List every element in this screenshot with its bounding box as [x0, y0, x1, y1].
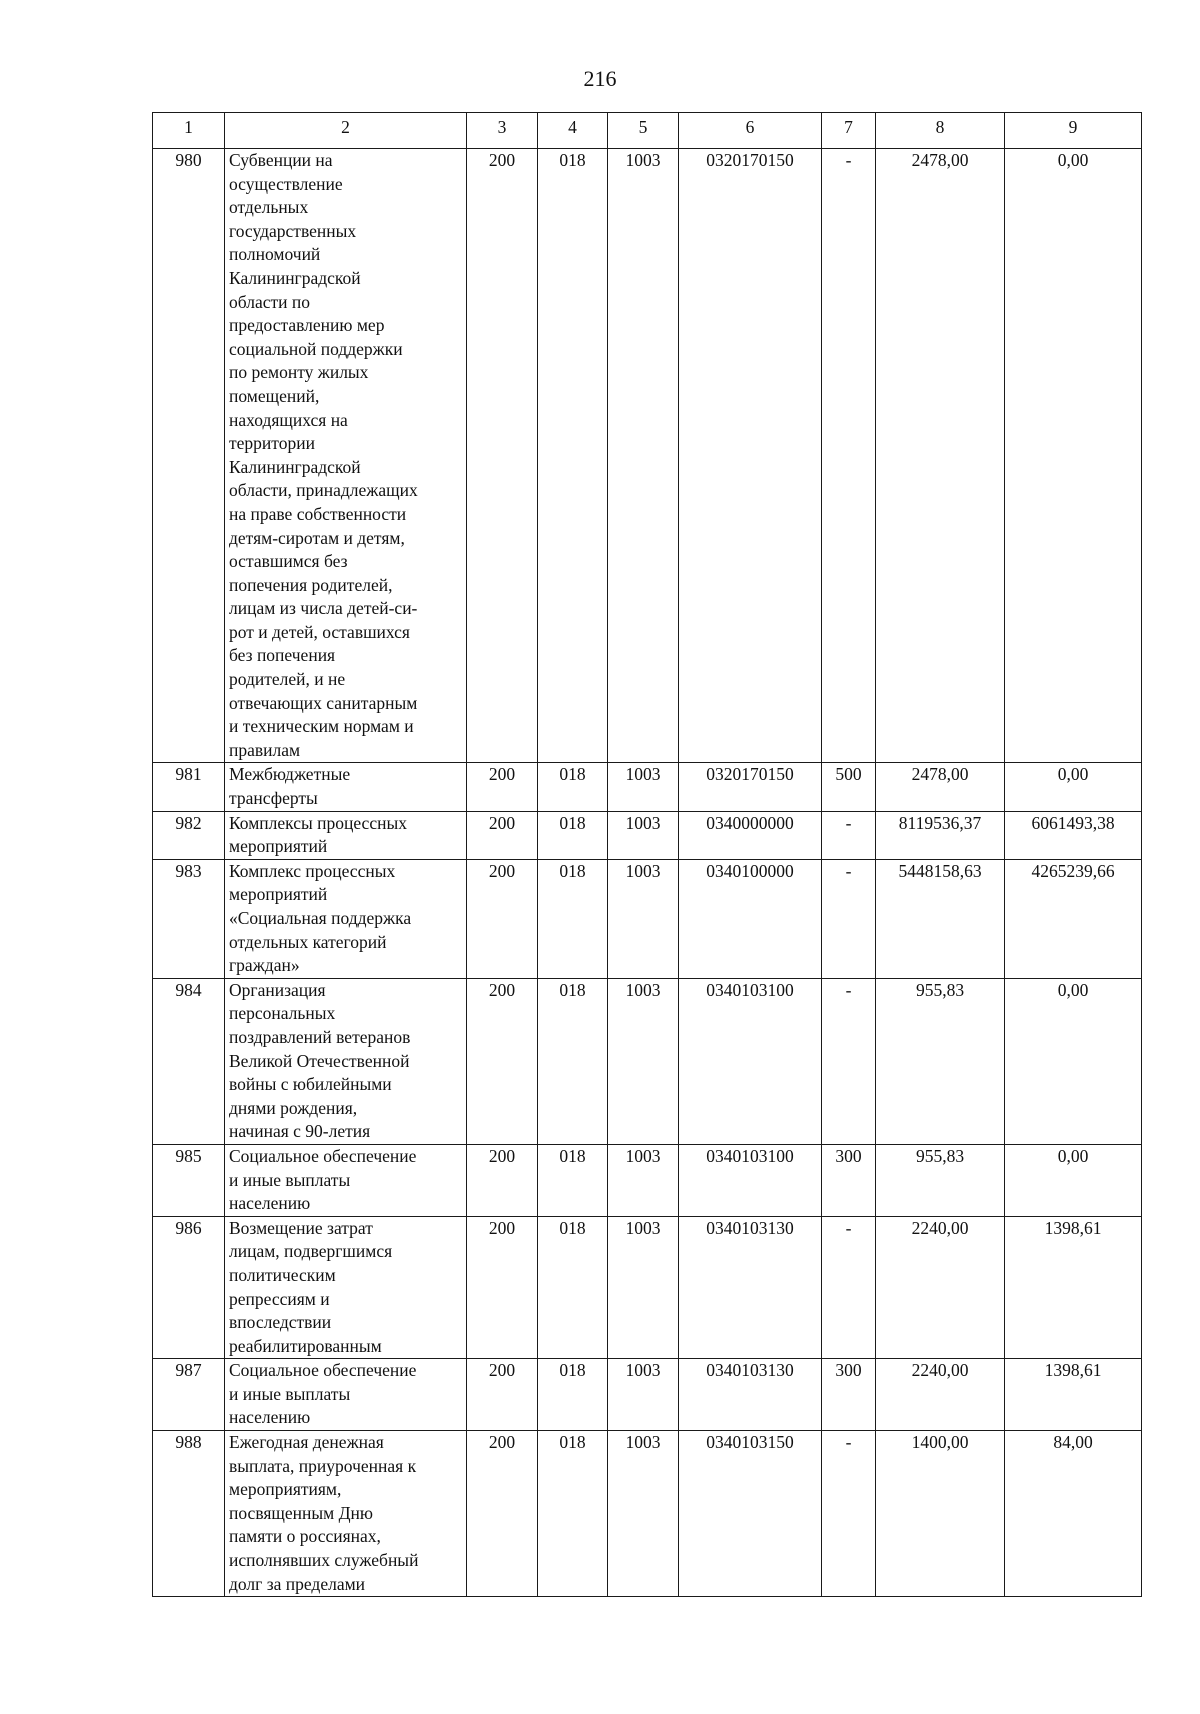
- item-name-cell: [225, 149, 467, 763]
- item-name-cell: [225, 1359, 467, 1431]
- table-row: [153, 149, 1142, 763]
- item-name-line: Великой Отечественной: [229, 1050, 410, 1071]
- item-name-line: предоставлению мер: [229, 315, 385, 336]
- item-name-line: посвященным Дню: [229, 1502, 373, 1523]
- item-name-line: Комплекс процессных: [229, 860, 396, 881]
- col8-cell: 2478,00: [876, 149, 1005, 763]
- item-name-line: правилам: [229, 739, 301, 760]
- col8-cell: 955,83: [876, 978, 1005, 1144]
- item-name-line: социальной поддержки: [229, 338, 403, 359]
- row-number-cell: 981: [153, 763, 225, 811]
- item-name-line: помещений,: [229, 385, 320, 406]
- table-row: [153, 1359, 1142, 1431]
- col3-cell: 200: [467, 1144, 538, 1216]
- row-number-cell: 983: [153, 859, 225, 978]
- col4-cell: 018: [538, 859, 608, 978]
- item-name-line: лицам из числа детей-си-: [229, 598, 418, 619]
- col4-cell: 018: [538, 1359, 608, 1431]
- col4-cell: 018: [538, 978, 608, 1144]
- col7-cell: -: [822, 1431, 876, 1597]
- col3-cell: 200: [467, 1359, 538, 1431]
- col8-cell: 955,83: [876, 1144, 1005, 1216]
- header-cell: 1: [153, 113, 225, 149]
- item-name-line: родителей, и не: [229, 669, 346, 690]
- item-name-line: осуществление: [229, 173, 343, 194]
- table-row: [153, 1216, 1142, 1359]
- table-row: [153, 1144, 1142, 1216]
- col5-cell: 1003: [608, 763, 679, 811]
- item-name-line: области по: [229, 291, 310, 312]
- table-row: [153, 1431, 1142, 1597]
- col4-cell: 018: [538, 763, 608, 811]
- col5-cell: 1003: [608, 811, 679, 859]
- item-name-line: попечения родителей,: [229, 574, 393, 595]
- col8-cell: 2240,00: [876, 1216, 1005, 1359]
- page-number: 216: [583, 66, 617, 91]
- item-name-line: начиная с 90-летия: [229, 1121, 371, 1142]
- row-number-cell: 988: [153, 1431, 225, 1597]
- col7-cell: -: [822, 859, 876, 978]
- header-cell: 5: [608, 113, 679, 149]
- item-name-line: войны с юбилейными: [229, 1074, 392, 1095]
- col8-cell: 8119536,37: [876, 811, 1005, 859]
- item-name-line: находящихся на: [229, 409, 348, 430]
- col9-cell: 1398,61: [1005, 1359, 1142, 1431]
- header-cell: 9: [1005, 113, 1142, 149]
- table-row: [153, 811, 1142, 859]
- item-name-line: и иные выплаты: [229, 1169, 351, 1190]
- row-number-cell: 985: [153, 1144, 225, 1216]
- col9-cell: 6061493,38: [1005, 811, 1142, 859]
- col7-cell: 300: [822, 1359, 876, 1431]
- item-name-line: Возмещение затрат: [229, 1217, 373, 1238]
- header-cell: 7: [822, 113, 876, 149]
- item-name-cell: [225, 978, 467, 1144]
- col6-cell: 0320170150: [679, 149, 822, 763]
- col7-cell: -: [822, 149, 876, 763]
- col9-cell: 4265239,66: [1005, 859, 1142, 978]
- col7-cell: 300: [822, 1144, 876, 1216]
- item-name-line: выплата, приуроченная к: [229, 1455, 417, 1476]
- col9-cell: 0,00: [1005, 149, 1142, 763]
- col9-cell: 1398,61: [1005, 1216, 1142, 1359]
- header-cell: 8: [876, 113, 1005, 149]
- item-name-line: на праве собственности: [229, 503, 407, 524]
- col4-cell: 018: [538, 811, 608, 859]
- col9-cell: 0,00: [1005, 763, 1142, 811]
- col5-cell: 1003: [608, 149, 679, 763]
- col6-cell: 0320170150: [679, 763, 822, 811]
- col4-cell: 018: [538, 1216, 608, 1359]
- col4-cell: 018: [538, 149, 608, 763]
- col3-cell: 200: [467, 1216, 538, 1359]
- header-cell: 2: [225, 113, 467, 149]
- item-name-line: и иные выплаты: [229, 1383, 351, 1404]
- col5-cell: 1003: [608, 1431, 679, 1597]
- col3-cell: 200: [467, 811, 538, 859]
- col6-cell: 0340100000: [679, 859, 822, 978]
- col8-cell: 2240,00: [876, 1359, 1005, 1431]
- col9-cell: 84,00: [1005, 1431, 1142, 1597]
- item-name-line: лицам, подвергшимся: [229, 1241, 393, 1262]
- item-name-line: Межбюджетные: [229, 764, 351, 785]
- col9-cell: 0,00: [1005, 978, 1142, 1144]
- item-name-line: оставшимся без: [229, 551, 348, 572]
- row-number-cell: 984: [153, 978, 225, 1144]
- row-number-cell: 987: [153, 1359, 225, 1431]
- col3-cell: 200: [467, 149, 538, 763]
- table-row: [153, 978, 1142, 1144]
- col8-cell: 2478,00: [876, 763, 1005, 811]
- item-name-line: населению: [229, 1407, 311, 1428]
- item-name-line: реабилитированным: [229, 1335, 382, 1356]
- item-name-line: Калининградской: [229, 456, 361, 477]
- header-cell: 4: [538, 113, 608, 149]
- item-name-line: «Социальная поддержка: [229, 908, 412, 928]
- item-name-line: памяти о россиянах,: [229, 1526, 381, 1547]
- table-row: [153, 859, 1142, 978]
- col3-cell: 200: [467, 763, 538, 811]
- col4-cell: 018: [538, 1144, 608, 1216]
- budget-table: [152, 112, 1142, 1597]
- row-number-cell: 986: [153, 1216, 225, 1359]
- item-name-cell: [225, 1144, 467, 1216]
- item-name-cell: [225, 1216, 467, 1359]
- col7-cell: 500: [822, 763, 876, 811]
- col5-cell: 1003: [608, 859, 679, 978]
- item-name-line: долг за пределами: [229, 1573, 366, 1594]
- item-name-line: персональных: [229, 1003, 336, 1024]
- item-name-line: днями рождения,: [229, 1097, 358, 1118]
- item-name-line: граждан»: [229, 955, 300, 976]
- col5-cell: 1003: [608, 978, 679, 1144]
- item-name-line: и техническим нормам и: [229, 716, 414, 737]
- item-name-line: территории: [229, 433, 315, 454]
- item-name-line: политическим: [229, 1264, 336, 1285]
- col8-cell: 1400,00: [876, 1431, 1005, 1597]
- item-name-line: Социальное обеспечение: [229, 1145, 417, 1166]
- item-name-line: полномочий: [229, 244, 321, 265]
- row-number-cell: 982: [153, 811, 225, 859]
- header-cell: 6: [679, 113, 822, 149]
- item-name-line: Организация: [229, 979, 326, 1000]
- item-name-line: отдельных категорий: [229, 931, 387, 952]
- item-name-line: без попечения: [229, 645, 336, 666]
- header-cell: 3: [467, 113, 538, 149]
- item-name-cell: [225, 1431, 467, 1597]
- item-name-line: детям-сиротам и детям,: [229, 527, 405, 548]
- item-name-line: государственных: [229, 220, 357, 241]
- row-number-cell: 980: [153, 149, 225, 763]
- col7-cell: -: [822, 978, 876, 1144]
- col6-cell: 0340103100: [679, 978, 822, 1144]
- item-name-line: отдельных: [229, 197, 309, 218]
- item-name-line: поздравлений ветеранов: [229, 1026, 411, 1047]
- item-name-line: впоследствии: [229, 1312, 332, 1333]
- col4-cell: 018: [538, 1431, 608, 1597]
- col9-cell: 0,00: [1005, 1144, 1142, 1216]
- item-name-line: Субвенции на: [229, 150, 333, 170]
- col8-cell: 5448158,63: [876, 859, 1005, 978]
- col6-cell: 0340103150: [679, 1431, 822, 1597]
- table-header-row: [153, 113, 1142, 149]
- col6-cell: 0340103130: [679, 1216, 822, 1359]
- col6-cell: 0340103100: [679, 1144, 822, 1216]
- col5-cell: 1003: [608, 1144, 679, 1216]
- col3-cell: 200: [467, 978, 538, 1144]
- item-name-line: по ремонту жилых: [229, 362, 369, 383]
- item-name-line: Ежегодная денежная: [229, 1432, 384, 1453]
- col5-cell: 1003: [608, 1216, 679, 1359]
- col6-cell: 0340000000: [679, 811, 822, 859]
- item-name-cell: [225, 859, 467, 978]
- table-row: [153, 763, 1142, 811]
- col7-cell: -: [822, 1216, 876, 1359]
- item-name-line: репрессиям и: [229, 1288, 330, 1309]
- item-name-line: Комплексы процессных: [229, 812, 407, 833]
- item-name-line: Калининградской: [229, 267, 361, 288]
- item-name-cell: [225, 763, 467, 811]
- item-name-line: Социальное обеспечение: [229, 1360, 417, 1381]
- item-name-line: трансферты: [229, 788, 318, 809]
- item-name-line: отвечающих санитарным: [229, 692, 418, 713]
- col3-cell: 200: [467, 859, 538, 978]
- item-name-line: мероприятий: [229, 884, 328, 905]
- item-name-line: мероприятий: [229, 836, 328, 857]
- col5-cell: 1003: [608, 1359, 679, 1431]
- item-name-line: рот и детей, оставшихся: [229, 621, 410, 642]
- item-name-line: мероприятиям,: [229, 1479, 342, 1500]
- item-name-line: области, принадлежащих: [229, 480, 418, 501]
- item-name-line: населению: [229, 1193, 311, 1214]
- col7-cell: -: [822, 811, 876, 859]
- col3-cell: 200: [467, 1431, 538, 1597]
- item-name-cell: [225, 811, 467, 859]
- item-name-line: исполнявших служебный: [229, 1550, 419, 1571]
- col6-cell: 0340103130: [679, 1359, 822, 1431]
